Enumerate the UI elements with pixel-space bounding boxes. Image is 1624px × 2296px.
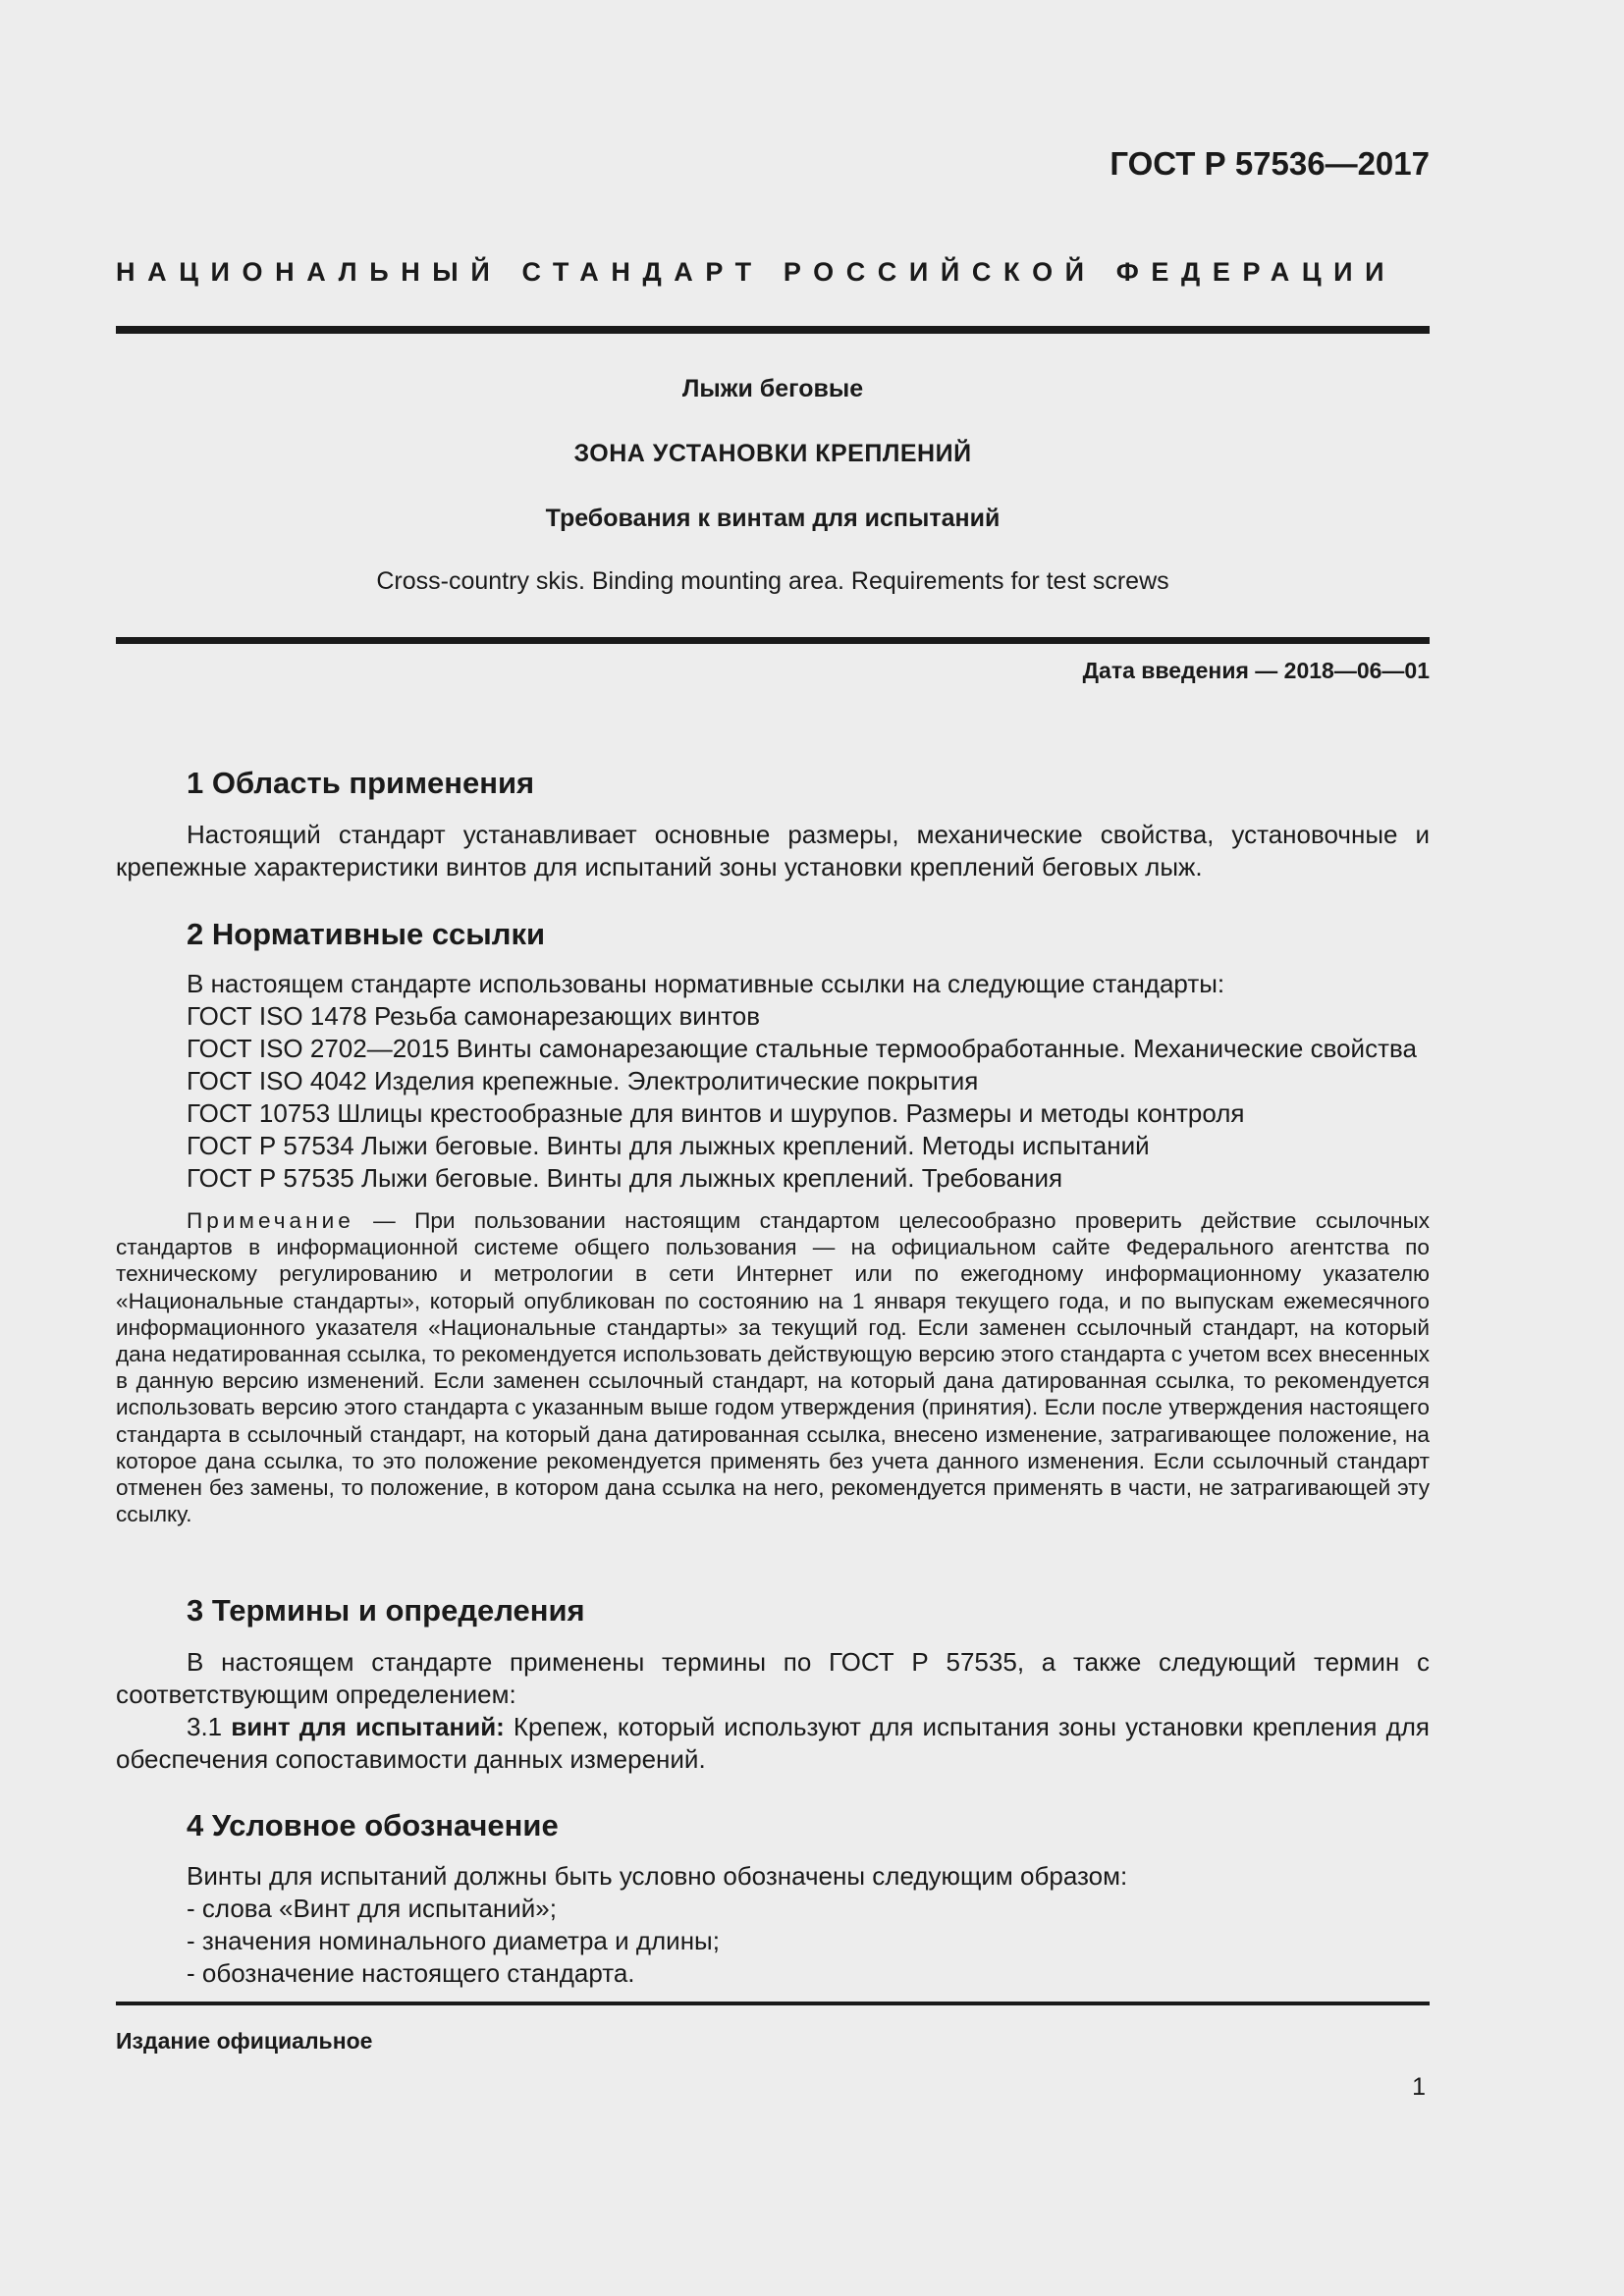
reference-item: ГОСТ ISO 1478 Резьба самонарезающих винтов bbox=[187, 1001, 761, 1031]
official-edition-label: Издание официальное bbox=[116, 2028, 373, 2054]
list-item: - обозначение настоящего стандарта. bbox=[187, 1958, 635, 1988]
top-divider bbox=[116, 326, 1430, 334]
section-1-heading: 1 Область применения bbox=[187, 766, 535, 800]
term-number: 3.1 bbox=[187, 1712, 232, 1741]
english-title: Cross-country skis. Binding mounting area. Requirements for test screws bbox=[376, 567, 1169, 595]
reference-item: ГОСТ ISO 4042 Изделия крепежные. Электролитические покрытия bbox=[187, 1066, 979, 1095]
list-item: - значения номинального диаметра и длины; bbox=[187, 1926, 720, 1955]
note-label: Примечание bbox=[187, 1208, 354, 1233]
term-definition-text: Крепеж, который используют для испытания зоны установки крепления для обеспечения сопоставимости данных измерений. bbox=[116, 1712, 1430, 1774]
document-number: ГОСТ Р 57536—2017 bbox=[1110, 145, 1430, 182]
term-definition bbox=[116, 1711, 1430, 1776]
title-divider bbox=[116, 637, 1430, 644]
reference-item: ГОСТ Р 57535 Лыжи беговые. Винты для лыжных креплений. Требования bbox=[187, 1163, 1063, 1193]
reference-item: ГОСТ ISO 2702—2015 Винты самонарезающие стальные термообработанные. Механические свойства bbox=[187, 1034, 1417, 1063]
section-1-text: Настоящий стандарт устанавливает основные размеры, механические свойства, установочные и крепежные характеристики винтов для испытаний зоны установки креплений беговых лыж. bbox=[116, 820, 1430, 881]
section-4-intro: Винты для испытаний должны быть условно обозначены следующим образом: bbox=[187, 1861, 1128, 1891]
title-line-3: Требования к винтам для испытаний bbox=[545, 505, 1001, 532]
section-2-intro: В настоящем стандарте использованы нормативные ссылки на следующие стандарты: bbox=[187, 969, 1225, 998]
list-item: - слова «Винт для испытаний»; bbox=[187, 1894, 557, 1923]
section-4-heading: 4 Условное обозначение bbox=[187, 1808, 559, 1842]
introduction-date: Дата введения — 2018—06—01 bbox=[1082, 658, 1430, 683]
footer-divider bbox=[116, 2002, 1430, 2005]
section-3-heading: 3 Термины и определения bbox=[187, 1593, 585, 1628]
reference-item: ГОСТ Р 57534 Лыжи беговые. Винты для лыжных креплений. Методы испытаний bbox=[187, 1131, 1150, 1160]
section-3-text: В настоящем стандарте применены термины по ГОСТ Р 57535, а также следующий термин с соответствующим определением: bbox=[116, 1647, 1430, 1709]
term-name: винт для испытаний: bbox=[231, 1712, 505, 1741]
note-text: — При пользовании настоящим стандартом целесообразно проверить действие ссылочных стандартов в информационной системе общего пользования — на официальном сайте Федерального агентства по техническому регулированию и метрологии в сети Интернет или по ежегодному информационному указателю «Национальные стандарты», который опубликован по состоянию на 1 января текущего года, и по выпускам ежемесячного информационного указателя «Национальные стандарты» за текущий год. Если заменен ссылочный стандарт, на который дана недатированная ссылка, то рекомендуется использовать действующую версию этого стандарта с учетом всех внесенных в данную версию изменений. Если заменен ссылочный стандарт, на который дана датированная ссылка, то рекомендуется использовать версию этого стандарта с указанным выше годом утверждения (принятия). Если после утверждения настоящего стандарта в ссылочный стандарт, на который дана датированная ссылка, внесено изменение, затрагивающее положение, на которое дана ссылка, то это положение рекомендуется применять без учета данного изменения. Если ссылочный стандарт отменен без замены, то положение, в котором дана ссылка на него, рекомендуется применять в части, не затрагивающей эту ссылку. bbox=[116, 1208, 1430, 1527]
title-line-2: ЗОНА УСТАНОВКИ КРЕПЛЕНИЙ bbox=[573, 440, 972, 467]
section-2-heading: 2 Нормативные ссылки bbox=[187, 917, 546, 951]
reference-item: ГОСТ 10753 Шлицы крестообразные для винтов и шурупов. Размеры и методы контроля bbox=[187, 1098, 1245, 1128]
page-number: 1 bbox=[1412, 2073, 1426, 2101]
national-standard-banner: НАЦИОНАЛЬНЫЙ СТАНДАРТ РОССИЙСКОЙ ФЕДЕРАЦИИ bbox=[116, 257, 1397, 287]
title-line-1: Лыжи беговые bbox=[681, 375, 864, 402]
references-note bbox=[116, 1207, 1430, 1527]
